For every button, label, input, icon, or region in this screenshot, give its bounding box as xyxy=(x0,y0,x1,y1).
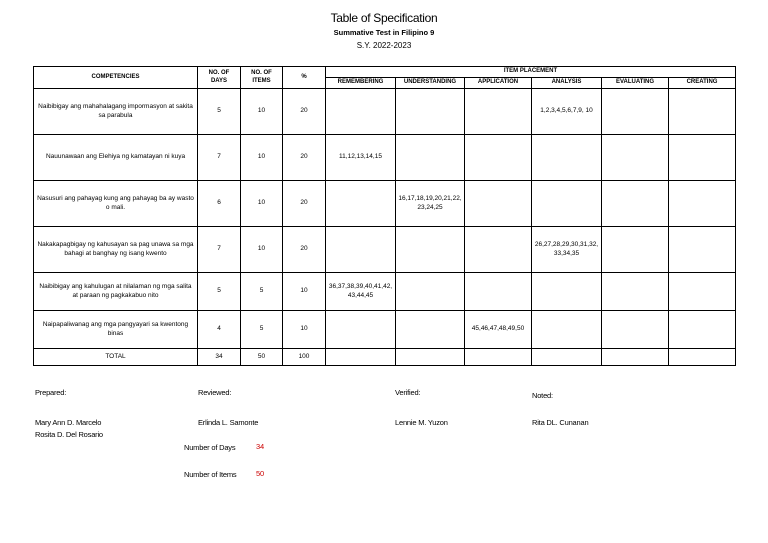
header-creating: CREATING xyxy=(669,78,736,89)
number-of-days-value: 34 xyxy=(256,442,264,451)
empty-cell xyxy=(396,349,465,366)
total-percent: 100 xyxy=(283,349,326,366)
prepared-name-2: Rosita D. Del Rosario xyxy=(35,430,103,439)
reviewed-label: Reviewed: xyxy=(198,388,232,397)
header-days: NO. OF DAYS xyxy=(198,67,241,89)
days-cell: 6 xyxy=(198,181,241,227)
competency-cell: Nasusuri ang pahayag kung ang pahayag ba ay wasto o mali. xyxy=(34,181,198,227)
document-title: Table of Specification xyxy=(330,11,438,25)
competency-cell: Naipapaliwanag ang mga pangyayari sa kwentong binas xyxy=(34,311,198,349)
header-competencies: COMPETENCIES xyxy=(34,67,198,89)
creating-cell xyxy=(669,181,736,227)
number-of-items-value: 50 xyxy=(256,469,264,478)
table-row xyxy=(34,227,736,273)
application-cell: 45,46,47,48,49,50 xyxy=(465,311,532,349)
evaluating-cell xyxy=(602,227,669,273)
understanding-cell xyxy=(396,311,465,349)
competency-cell: Nakakapagbigay ng kahusayan sa pag unawa sa mga bahagi at banghay ng isang kwento xyxy=(34,227,198,273)
understanding-cell xyxy=(396,273,465,311)
evaluating-cell xyxy=(602,181,669,227)
analysis-cell: 1,2,3,4,5,6,7,9, 10 xyxy=(532,89,602,135)
remembering-cell xyxy=(326,89,396,135)
analysis-cell: 26,27,28,29,30,31,32, 33,34,35 xyxy=(532,227,602,273)
school-year: S.Y. 2022-2023 xyxy=(356,41,412,50)
creating-cell xyxy=(669,311,736,349)
application-cell xyxy=(465,227,532,273)
creating-cell xyxy=(669,227,736,273)
days-cell: 4 xyxy=(198,311,241,349)
items-cell: 10 xyxy=(241,135,283,181)
days-cell: 5 xyxy=(198,89,241,135)
table-row xyxy=(34,89,736,135)
creating-cell xyxy=(669,273,736,311)
empty-cell xyxy=(465,349,532,366)
items-cell: 5 xyxy=(241,311,283,349)
specification-table xyxy=(33,66,736,366)
evaluating-cell xyxy=(602,135,669,181)
percent-cell: 20 xyxy=(283,89,326,135)
total-items: 50 xyxy=(241,349,283,366)
competency-cell: Naibibigay ang kahulugan at nilalaman ng mga salita at paraan ng pagkakabuo nito xyxy=(34,273,198,311)
empty-cell xyxy=(532,349,602,366)
table-row xyxy=(34,135,736,181)
percent-cell: 20 xyxy=(283,135,326,181)
verified-label: Verified: xyxy=(395,388,421,397)
understanding-cell xyxy=(396,227,465,273)
total-label: TOTAL xyxy=(34,349,198,366)
application-cell xyxy=(465,89,532,135)
total-days: 34 xyxy=(198,349,241,366)
understanding-cell xyxy=(396,89,465,135)
verified-name: Lennie M. Yuzon xyxy=(395,418,448,427)
understanding-cell xyxy=(396,135,465,181)
items-cell: 10 xyxy=(241,89,283,135)
remembering-cell: 36,37,38,39,40,41,42, 43,44,45 xyxy=(326,273,396,311)
header-remembering: REMEMBERING xyxy=(326,78,396,89)
document-subtitle: Summative Test in Filipino 9 xyxy=(333,28,435,37)
header-analysis: ANALYSIS xyxy=(532,78,602,89)
days-cell: 7 xyxy=(198,135,241,181)
analysis-cell xyxy=(532,135,602,181)
table-row xyxy=(34,311,736,349)
number-of-items-label: Number of Items xyxy=(184,470,237,479)
percent-cell: 10 xyxy=(283,273,326,311)
remembering-cell xyxy=(326,311,396,349)
analysis-cell xyxy=(532,273,602,311)
noted-label: Noted: xyxy=(532,391,553,400)
header-understanding: UNDERSTANDING xyxy=(396,78,465,89)
analysis-cell xyxy=(532,181,602,227)
items-cell: 10 xyxy=(241,227,283,273)
percent-cell: 20 xyxy=(283,181,326,227)
prepared-label: Prepared: xyxy=(35,388,67,397)
analysis-cell xyxy=(532,311,602,349)
application-cell xyxy=(465,181,532,227)
empty-cell xyxy=(602,349,669,366)
header-evaluating: EVALUATING xyxy=(602,78,669,89)
empty-cell xyxy=(326,349,396,366)
total-row xyxy=(34,349,736,366)
items-cell: 10 xyxy=(241,181,283,227)
percent-cell: 20 xyxy=(283,227,326,273)
evaluating-cell xyxy=(602,273,669,311)
empty-cell xyxy=(669,349,736,366)
evaluating-cell xyxy=(602,89,669,135)
remembering-cell xyxy=(326,181,396,227)
percent-cell: 10 xyxy=(283,311,326,349)
reviewed-name: Erlinda L. Samonte xyxy=(198,418,259,427)
header-application: APPLICATION xyxy=(465,78,532,89)
competency-cell: Nauunawaan ang Elehiya ng kamatayan ni kuya xyxy=(34,135,198,181)
creating-cell xyxy=(669,135,736,181)
header-items: NO. OF ITEMS xyxy=(241,67,283,89)
prepared-name-1: Mary Ann D. Marcelo xyxy=(35,418,102,427)
days-cell: 5 xyxy=(198,273,241,311)
remembering-cell: 11,12,13,14,15 xyxy=(326,135,396,181)
number-of-days-label: Number of Days xyxy=(184,443,236,452)
days-cell: 7 xyxy=(198,227,241,273)
table-row xyxy=(34,181,736,227)
header-percent: % xyxy=(283,67,326,89)
items-cell: 5 xyxy=(241,273,283,311)
evaluating-cell xyxy=(602,311,669,349)
table-row xyxy=(34,273,736,311)
competency-cell: Naibibigay ang mahahalagang impormasyon at sakita sa parabula xyxy=(34,89,198,135)
remembering-cell xyxy=(326,227,396,273)
noted-name: Rita DL. Cunanan xyxy=(532,418,589,427)
application-cell xyxy=(465,135,532,181)
application-cell xyxy=(465,273,532,311)
header-item-placement: ITEM PLACEMENT xyxy=(326,67,736,78)
creating-cell xyxy=(669,89,736,135)
understanding-cell: 16,17,18,19,20,21,22, 23,24,25 xyxy=(396,181,465,227)
